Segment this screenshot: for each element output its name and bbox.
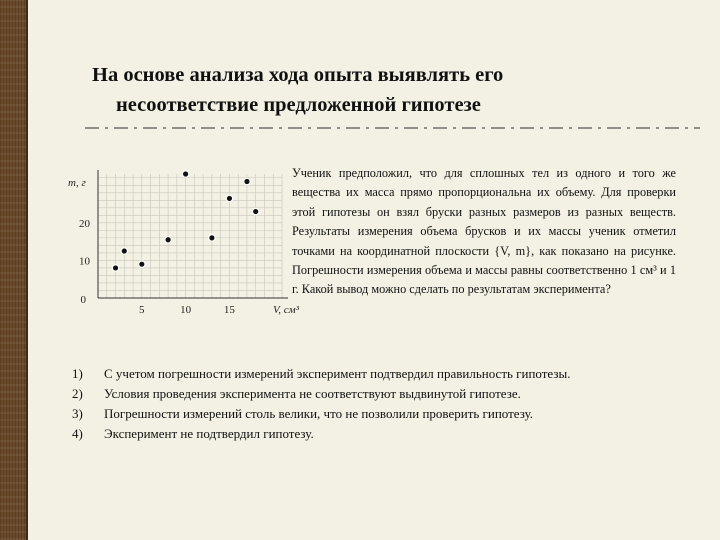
x-tick-label: 15 <box>223 304 235 316</box>
answer-text: Эксперимент не подтвердил гипотезу. <box>104 426 314 441</box>
origin-label: 0 <box>80 294 86 306</box>
slide-title-line-2: несоответствие предложенной гипотезе <box>116 94 481 116</box>
data-point <box>182 171 188 177</box>
answer-number: 1) <box>72 366 83 381</box>
answer-text: Условия проведения эксперимента не соответствуют выдвинутой гипотезе. <box>104 386 521 401</box>
y-tick-label: 20 <box>79 217 90 230</box>
answer-number: 4) <box>72 426 83 441</box>
x-tick-label: 5 <box>139 304 145 316</box>
slide-title-line-1: На основе анализа хода опыта выявлять его <box>92 64 504 86</box>
data-point <box>112 265 118 271</box>
data-point <box>226 195 232 201</box>
y-tick-label: 10 <box>79 255 90 268</box>
answer-option-1[interactable] <box>72 364 702 384</box>
y-axis-label: m, г <box>68 177 86 189</box>
title-divider <box>85 122 700 134</box>
x-axis-label: V, см³ <box>272 304 300 316</box>
data-point <box>165 237 171 243</box>
answer-text: С учетом погрешности измерений эксперимент подтвердил правильность гипотезы. <box>104 366 571 381</box>
data-point <box>253 208 259 214</box>
mass-volume-chart <box>60 160 300 320</box>
data-point <box>209 235 215 241</box>
problem-text: Ученик предположил, что для сплошных тел из одного и того же вещества их масса прямо пропорциональна их объему. Для проверки этой гипотезы он взял бруски разных размеров из разных веществ. Результаты измерения объема брусков и их массы ученик отметил точками на координатной плоскости {V, m}, как показано на рисунке. Погрешности измерения объема и массы равны соответственно 1 см³ и 1 г. Какой вывод можно сделать по результатам эксперимента? <box>292 166 676 297</box>
answer-number: 2) <box>72 386 83 401</box>
answer-text: Погрешности измерений столь велики, что не позволили проверить гипотезу. <box>104 406 534 421</box>
data-point <box>139 261 145 267</box>
answer-number: 3) <box>72 406 83 421</box>
answer-option-3[interactable] <box>72 404 702 424</box>
answer-option-4[interactable] <box>72 424 702 444</box>
data-point <box>244 178 250 184</box>
left-border-edge <box>26 0 28 540</box>
x-tick-label: 10 <box>180 304 192 316</box>
answer-option-2[interactable] <box>72 384 702 404</box>
decorative-left-border <box>0 0 26 540</box>
data-point <box>121 248 127 254</box>
slide-title <box>60 60 680 120</box>
answer-options <box>72 364 702 444</box>
